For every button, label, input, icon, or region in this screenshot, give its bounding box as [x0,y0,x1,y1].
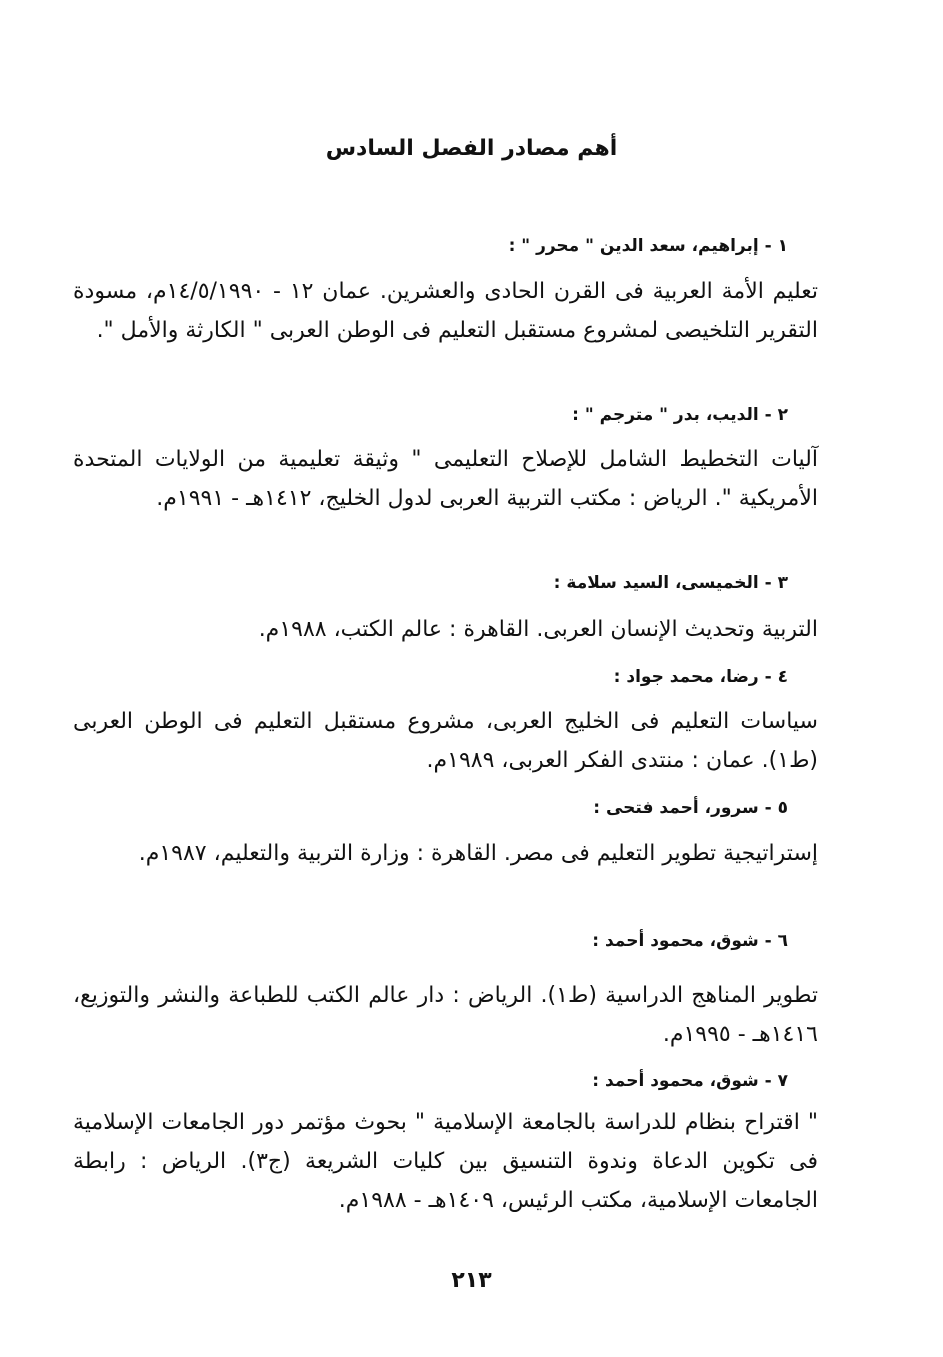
source-heading: ٦ - شوق، محمود أحمد : [592,931,788,951]
source-heading: ١ - إبراهيم، سعد الدين " محرر " : [508,236,788,256]
page-number: ٢١٣ [451,1268,492,1293]
source-text: " اقتراح بنظام للدراسة بالجامعة الإسلامية " بحوث مؤتمر دور الجامعات الإسلامية فى تكوين الدعاة وندوة التنسيق بين كليات الشريعة (ج٣). الرياض : رابطة الجامعات الإسلامية، مكتب الرئيس، ١٤٠٩هـ - ١٩٨٨م. [73,1110,819,1213]
source-heading: ٤ - رضا، محمد جواد : [613,667,788,687]
source-heading: ٣ - الخميسى، السيد سلامة : [553,573,788,593]
source-heading: ٥ - سرور، أحمد فتحى : [593,798,788,818]
chapter-sources-title: أهم مصادر الفصل السادس [325,136,618,161]
source-text: سياسات التعليم فى الخليج العربى، مشروع مستقبل التعليم فى الوطن العربى (ط١). عمان : منتدى الفكر العربى، ١٩٨٩م. [73,709,818,773]
source-heading: ٢ - الديب، بدر " مترجم " : [572,405,788,425]
source-text: تطوير المناهج الدراسية (ط١). الرياض : دار عالم الكتب للطباعة والنشر والتوزيع، ١٤١٦هـ - ١٩٩٥م. [73,983,818,1047]
source-heading: ٧ - شوق، محمود أحمد : [592,1071,788,1091]
source-text: التربية وتحديث الإنسان العربى. القاهرة : عالم الكتب، ١٩٨٨م. [258,617,818,642]
source-text: تعليم الأمة العربية فى القرن الحادى والعشرين. عمان ١٢ - ١٤/٥/١٩٩٠م، مسودة التقرير التلخيصى لمشروع مستقبل التعليم فى الوطن العربى " الكارثة والأمل ". [73,279,818,343]
source-text: إستراتيجية تطوير التعليم فى مصر. القاهرة : وزارة التربية والتعليم، ١٩٨٧م. [138,841,818,866]
source-text: آليات التخطيط الشامل للإصلاح التعليمى " وثيقة تعليمية من الولايات المتحدة الأمريكية ". الرياض : مكتب التربية العربى لدول الخليج، ١٤١٢هـ - ١٩٩١م. [73,447,818,511]
